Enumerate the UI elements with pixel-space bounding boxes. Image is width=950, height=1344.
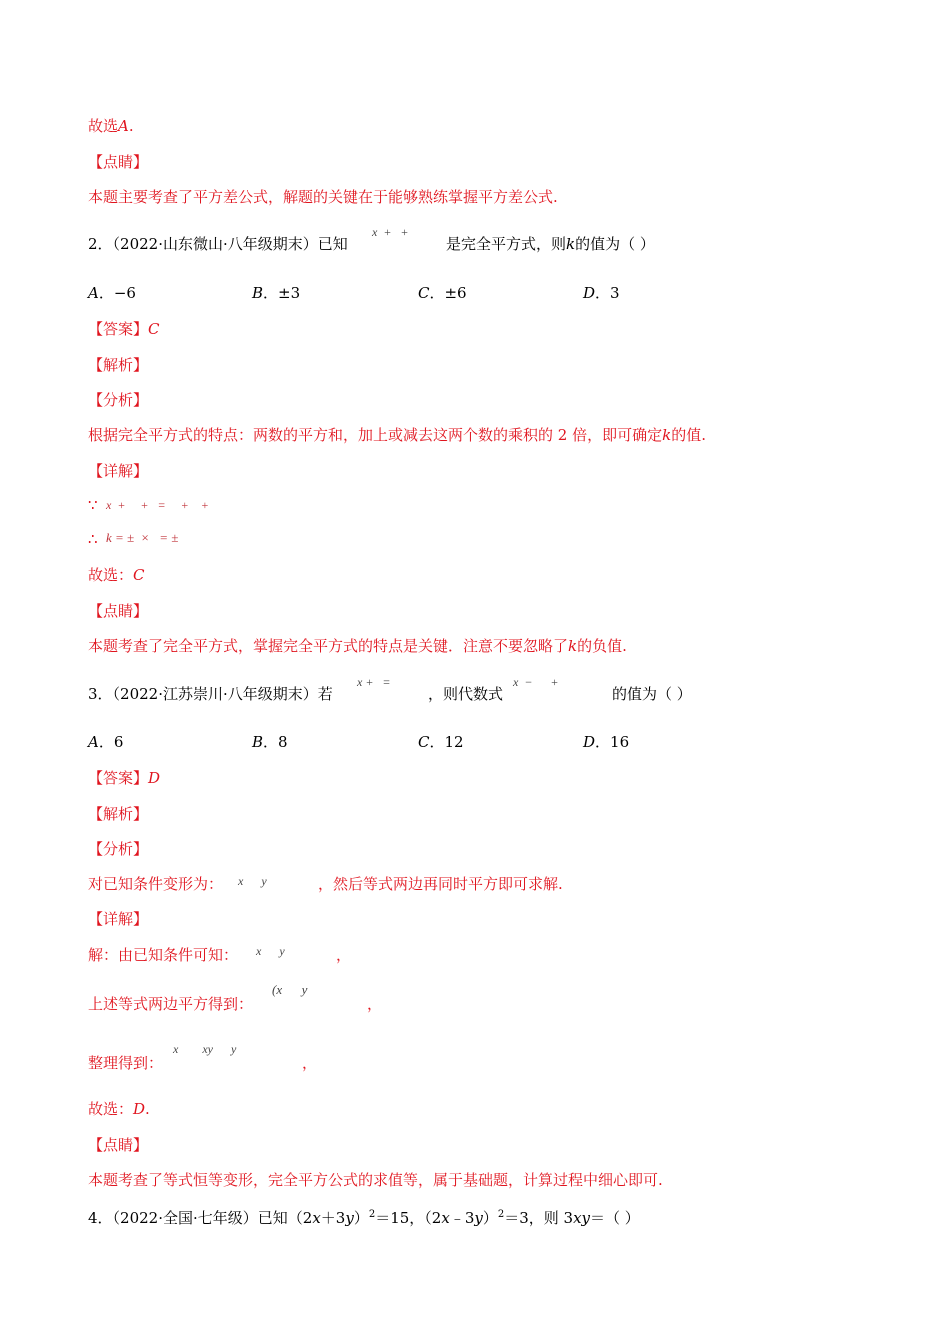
q3-step1-text: 解：由已知条件可知：: [88, 946, 239, 964]
q2-dianjing-label: 【点睛】: [88, 602, 149, 620]
q3-answer: 【答案】D: [88, 769, 161, 787]
q2-because-math: x + + = + +: [106, 498, 209, 512]
q3-stem-middle: ，则代数式: [428, 685, 504, 703]
q2-therefore-math: k = ± × = ±: [106, 530, 179, 545]
q3-option-c: C．12: [418, 733, 464, 751]
q3-conclusion: 故选：D.: [88, 1100, 150, 1118]
q3-option-b: B．8: [252, 733, 288, 751]
q2-option-c: C．±6: [418, 284, 467, 302]
q2-jiexi-label: 【解析】: [88, 356, 149, 374]
q2-option-b: B．±3: [252, 284, 301, 302]
q3-option-a: A．6: [88, 733, 124, 751]
q3-step2-text: 上述等式两边平方得到：: [88, 995, 254, 1013]
q2-stem-rest: 是完全平方式，则k的值为（ ）: [446, 235, 655, 253]
q2-option-a: A．−6: [88, 284, 136, 302]
q3-jiexi-label: 【解析】: [88, 805, 149, 823]
q2-xiangjie-label: 【详解】: [88, 462, 149, 480]
q3-fenxi-text-a: 对已知条件变形为：: [88, 875, 224, 893]
q4-stem: 4．（2022·全国·七年级）已知$(2x+3y)^2=15$，（2x﹣3y）$^2$＝3，则 3xy＝（ ）: [88, 1209, 640, 1227]
q3-step1-math: x y: [256, 944, 285, 958]
q3-fenxi-math: x y: [238, 874, 267, 888]
q2-therefore-symbol: ∴: [88, 530, 98, 548]
q3-stem-math-1: x + =: [357, 675, 391, 689]
q2-fenxi-text: 根据完全平方式的特点：两数的平方和，加上或减去这两个数的乘积的 2 倍，即可确定k的值.: [88, 426, 706, 444]
q3-fenxi-label: 【分析】: [88, 840, 149, 858]
q3-stem-math-2: x − +: [513, 675, 559, 689]
q3-step3-end: ，: [302, 1054, 318, 1072]
q1-dianjing-text: 本题主要考查了平方差公式，解题的关键在于能够熟练掌握平方差公式.: [88, 188, 558, 206]
q3-step3-text: 整理得到：: [88, 1054, 164, 1072]
q2-because-symbol: ∵: [88, 496, 98, 514]
q3-xiangjie-label: 【详解】: [88, 910, 149, 928]
q2-stem-math: x + +: [372, 225, 409, 239]
q3-stem-prefix: 3．（2022·江苏崇川·八年级期末）若: [88, 685, 333, 703]
q2-answer: 【答案】C: [88, 320, 160, 338]
q3-dianjing-label: 【点睛】: [88, 1136, 149, 1154]
q2-dianjing-text: 本题考查了完全平方式，掌握完全平方式的特点是关键．注意不要忽略了k的负值.: [88, 637, 627, 655]
q2-stem-prefix: 2．（2022·山东微山·八年级期末）已知: [88, 235, 348, 253]
q2-fenxi-label: 【分析】: [88, 391, 149, 409]
q1-dianjing-label: 【点睛】: [88, 153, 149, 171]
q3-step3-math: x xy y: [173, 1042, 237, 1056]
q3-dianjing-text: 本题考查了等式恒等变形，完全平方公式的求值等，属于基础题，计算过程中细心即可.: [88, 1171, 663, 1189]
q2-conclusion: 故选：C: [88, 566, 145, 584]
q1-conclusion: 故选A.: [88, 117, 134, 135]
q2-option-d: D．3: [583, 284, 620, 302]
q3-stem-suffix: 的值为（ ）: [612, 685, 692, 703]
q3-option-d: D．16: [583, 733, 630, 751]
q3-step2-math: (x y: [272, 982, 308, 997]
q3-fenxi-text-b: ，然后等式两边再同时平方即可求解.: [318, 875, 563, 893]
q3-step1-end: ，: [336, 946, 352, 964]
q3-step2-end: ，: [367, 995, 383, 1013]
